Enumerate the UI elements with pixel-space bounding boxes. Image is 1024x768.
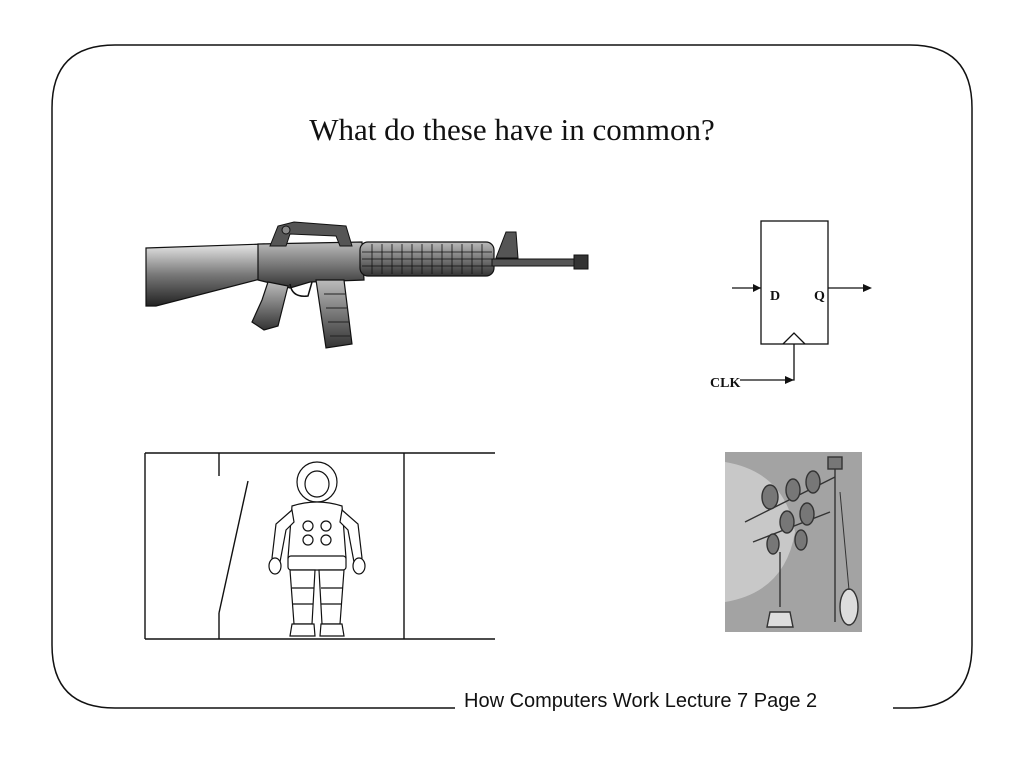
astronaut-icon: [140, 448, 500, 644]
flip-flop-box: [761, 221, 828, 344]
flip-flop-clock-label: CLK: [710, 376, 741, 391]
slide-title: What do these have in common?: [309, 112, 715, 147]
flip-flop-input-label: D: [770, 289, 781, 304]
flip-flop-diagram: [700, 210, 890, 395]
rifle-icon: [140, 218, 600, 353]
flip-flop-output-label: Q: [814, 289, 825, 304]
gear-mechanism-photo: [725, 452, 862, 632]
slide-footer: How Computers Work Lecture 7 Page 2: [464, 690, 818, 712]
